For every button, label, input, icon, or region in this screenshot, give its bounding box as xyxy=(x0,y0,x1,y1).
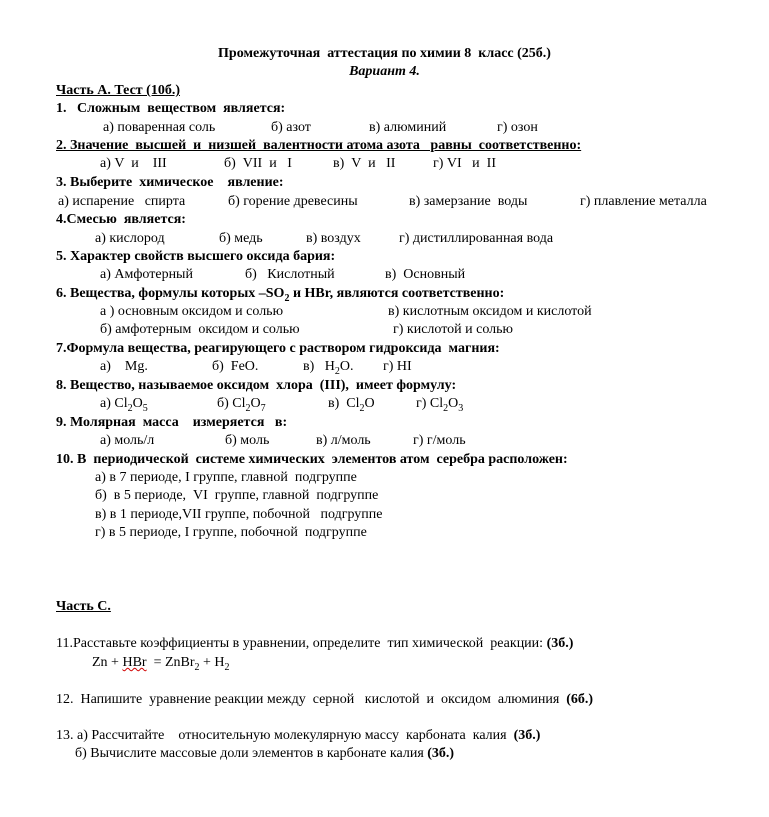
question-9: 9. Молярная масса измеряется в: xyxy=(56,415,288,430)
q8-option-b xyxy=(217,396,266,417)
q4-option-b: б) медь xyxy=(219,231,263,246)
part-a-heading: Часть А. Тест (10б.) xyxy=(56,83,180,98)
document-title: Промежуточная аттестация по химии 8 класс (25б.) xyxy=(218,46,551,61)
question-7: 7.Формула вещества, реагирующего с раствором гидроксида магния: xyxy=(56,341,500,356)
q7-option-c xyxy=(303,359,354,380)
eq-6: 2 xyxy=(224,661,230,673)
q8b-1: б) Cl xyxy=(217,396,246,411)
q4-option-c: в) воздух xyxy=(306,231,361,246)
q6-text-sub: 2 xyxy=(284,292,290,304)
q1-option-b: б) азот xyxy=(271,120,311,135)
q5-option-a: а) Амфотерный xyxy=(100,267,193,282)
q13a-points: (3б.) xyxy=(513,728,541,743)
question-13b xyxy=(75,746,454,762)
question-13a xyxy=(56,728,540,744)
q11-points: (3б.) xyxy=(546,636,574,651)
q10-option-c: в) в 1 периоде,VII группе, побочной подгруппе xyxy=(95,507,383,522)
question-11 xyxy=(56,636,573,652)
q6-option-a: а ) основным оксидом и солью xyxy=(100,304,284,319)
q8c-2: 2 xyxy=(359,402,365,414)
eq-1: Zn + xyxy=(92,655,123,670)
q9-option-c: в) л/моль xyxy=(316,433,371,448)
q7-option-d: г) HI xyxy=(383,359,412,374)
q9-option-b: б) моль xyxy=(225,433,270,448)
q4-option-a: а) кислород xyxy=(95,231,165,246)
eq-3: = ZnBr xyxy=(146,655,195,670)
q9-option-d: г) г/моль xyxy=(413,433,466,448)
q7-c-main: в) H xyxy=(303,359,335,374)
q8b-4: 7 xyxy=(260,402,266,414)
q10-option-b: б) в 5 периоде, VI группе, главной подгруппе xyxy=(95,488,379,503)
q10-option-a: а) в 7 периоде, I группе, главной подгруппе xyxy=(95,470,357,485)
q2-option-a: а) V и III xyxy=(100,156,167,171)
q8d-1: г) Cl xyxy=(416,396,444,411)
q8-option-c xyxy=(328,396,375,417)
q8d-3: O xyxy=(448,396,459,411)
q13b-text: б) Вычислите массовые доли элементов в карбонате калия xyxy=(75,746,428,761)
question-12 xyxy=(56,692,593,708)
q10-option-d: г) в 5 периоде, I группе, побочной подгруппе xyxy=(95,525,367,540)
variant-label: Вариант 4. xyxy=(349,64,420,79)
q12-points: (6б.) xyxy=(566,692,594,707)
q5-option-c: в) Основный xyxy=(385,267,466,282)
q8-option-d xyxy=(416,396,463,417)
q5-option-b: б) Кислотный xyxy=(245,267,335,282)
q7-c-sub: 2 xyxy=(334,365,340,377)
q1-option-a: а) поваренная соль xyxy=(103,120,216,135)
q3-option-d: г) плавление металла xyxy=(580,194,707,209)
q13b-points: (3б.) xyxy=(427,746,455,761)
q6-option-d: г) кислотой и солью xyxy=(393,322,513,337)
eq-2: HBr xyxy=(122,655,147,670)
q8c-3: O xyxy=(364,396,375,411)
q7-c-end: O. xyxy=(339,359,354,374)
q8b-2: 2 xyxy=(245,402,251,414)
q6-text-b: и HBr, являются соответственно: xyxy=(289,286,505,301)
question-3: 3. Выберите химическое явление: xyxy=(56,175,284,190)
part-c-heading: Часть С. xyxy=(56,599,111,614)
q3-option-b: б) горение древесины xyxy=(228,194,358,209)
question-2: 2. Значение высшей и низшей валентности атома азота равны соответственно: xyxy=(56,138,582,153)
q6-option-c: в) кислотным оксидом и кислотой xyxy=(388,304,592,319)
question-10: 10. В периодической системе химических элементов атом серебра расположен: xyxy=(56,452,568,467)
q2-option-b: б) VII и I xyxy=(224,156,292,171)
q7-option-b: б) FeO. xyxy=(212,359,259,374)
q6-text-a: 6. Вещества, формулы которых –SO xyxy=(56,286,285,301)
q4-option-d: г) дистиллированная вода xyxy=(399,231,554,246)
q7-option-a: а) Mg. xyxy=(100,359,148,374)
eq-5: + H xyxy=(199,655,225,670)
question-5: 5. Характер свойств высшего оксида бария: xyxy=(56,249,336,264)
q8b-3: O xyxy=(250,396,261,411)
q8-option-a xyxy=(100,396,148,417)
q8a-2: 2 xyxy=(127,402,133,414)
question-1: 1. Сложным веществом является: xyxy=(56,101,286,116)
q12-text: 12. Напишите уравнение реакции между серной кислотой и оксидом алюминия xyxy=(56,692,567,707)
q11-text: 11.Расставьте коэффициенты в уравнении, определите тип химической реакции: xyxy=(56,636,547,651)
q1-option-d: г) озон xyxy=(497,120,538,135)
q8a-1: а) Cl xyxy=(100,396,128,411)
q3-option-a: а) испарение спирта xyxy=(58,194,186,209)
question-8: 8. Вещество, называемое оксидом хлора (III), имеет формулу: xyxy=(56,378,457,393)
q11-equation xyxy=(92,655,230,676)
eq-4: 2 xyxy=(194,661,200,673)
q8d-4: 3 xyxy=(458,402,464,414)
q8d-2: 2 xyxy=(443,402,449,414)
question-4: 4.Смесью является: xyxy=(56,212,186,227)
q3-option-c: в) замерзание воды xyxy=(409,194,528,209)
q2-option-d: г) VI и II xyxy=(433,156,496,171)
q8a-3: O xyxy=(132,396,143,411)
q6-option-b: б) амфотерным оксидом и солью xyxy=(100,322,300,337)
q2-option-c: в) V и II xyxy=(333,156,396,171)
q13a-text: 13. а) Рассчитайте относительную молекулярную массу карбоната калия xyxy=(56,728,514,743)
q8a-4: 5 xyxy=(142,402,148,414)
q1-option-c: в) алюминий xyxy=(369,120,447,135)
q9-option-a: а) моль/л xyxy=(100,433,155,448)
q8c-1: в) Cl xyxy=(328,396,360,411)
